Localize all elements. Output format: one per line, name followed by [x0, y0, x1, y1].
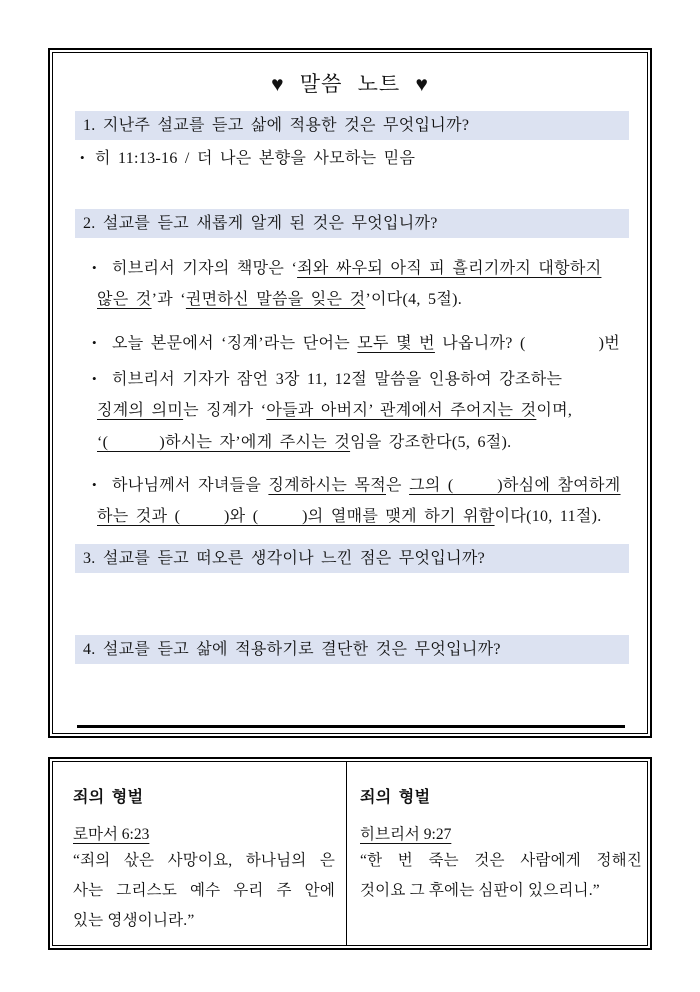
left-verse-heading: 죄의 형벌 [73, 789, 144, 806]
bullet-icon: • [92, 371, 97, 386]
bullet-text: 오늘 본문에서 ‘징계’라는 단어는 모두 몇 번 나옵니까? ( )번 [112, 335, 620, 352]
left-verse-line: “죄의 삯은 사망이요, 하나님의 은 [73, 852, 335, 869]
bullet-text: 하는 것과 ( )와 ( )의 열매를 맺게 하기 위함이다(10, 11절). [97, 508, 602, 525]
bullet-text: ‘( )하시는 자’에게 주시는 것임을 강조한다(5, 6절). [97, 434, 512, 451]
bullet-line [92, 257, 601, 280]
bullet-line [97, 400, 572, 422]
bullet-icon: • [80, 150, 85, 165]
bullet-line [97, 506, 602, 528]
bullet-line [92, 368, 562, 391]
verse-box [48, 757, 652, 950]
bullet-text: 징계의 의미는 징계가 ‘아들과 아버지’ 관계에서 주어지는 것이며, [97, 402, 573, 419]
bullet-line [92, 332, 620, 355]
right-verse-reference: 히브리서 9:27 [360, 826, 452, 843]
bullet-icon: • [92, 335, 97, 350]
sermon-note-box [48, 48, 652, 738]
verse-box-inner-border [52, 761, 648, 946]
bullet-text: 하나님께서 자녀들을 징계하시는 목적은 그의 ( )하심에 참여하게 [112, 477, 621, 494]
right-verse-line: 것이요 그 후에는 심판이 있으리니.” [360, 882, 600, 899]
answer-1-line [80, 147, 415, 170]
right-verse-line: “한 번 죽는 것은 사람에게 정해진 [360, 852, 642, 869]
bullet-line [97, 432, 511, 454]
question-3-bar: 3. 설교를 듣고 떠오른 생각이나 느낀 점은 무엇입니까? [75, 544, 629, 573]
note-title: ♥ 말씀 노트 ♥ [271, 72, 429, 96]
question-4-bar: 4. 설교를 듣고 삶에 적용하기로 결단한 것은 무엇입니까? [75, 635, 629, 664]
right-verse-heading: 죄의 형벌 [360, 789, 431, 806]
left-verse-reference: 로마서 6:23 [73, 826, 150, 843]
question-1-bar: 1. 지난주 설교를 듣고 삶에 적용한 것은 무엇입니까? [75, 111, 629, 140]
question-2-bar: 2. 설교를 듣고 새롭게 알게 된 것은 무엇입니까? [75, 209, 629, 238]
bullet-icon: • [92, 260, 97, 275]
column-divider [346, 762, 347, 945]
bullet-line [92, 474, 621, 497]
left-verse-line: 사는 그리스도 예수 우리 주 안에 [73, 882, 335, 899]
answer-1-text: 히 11:13-16 / 더 나은 본향을 사모하는 믿음 [95, 150, 416, 167]
sermon-note-inner-border [52, 52, 648, 734]
bullet-line [97, 289, 462, 311]
bullet-text: 히브리서 기자가 잠언 3장 11, 12절 말씀을 인용하여 강조하는 [112, 371, 563, 388]
bullet-text: 히브리서 기자의 책망은 ‘죄와 싸우되 아직 피 흘리기까지 대항하지 [112, 260, 602, 277]
bullet-icon: • [92, 477, 97, 492]
left-verse-line: 있는 영생이니라.” [73, 912, 195, 929]
bottom-rule [77, 725, 625, 728]
bullet-text: 않은 것’과 ‘권면하신 말씀을 잊은 것’이다(4, 5절). [97, 291, 463, 308]
